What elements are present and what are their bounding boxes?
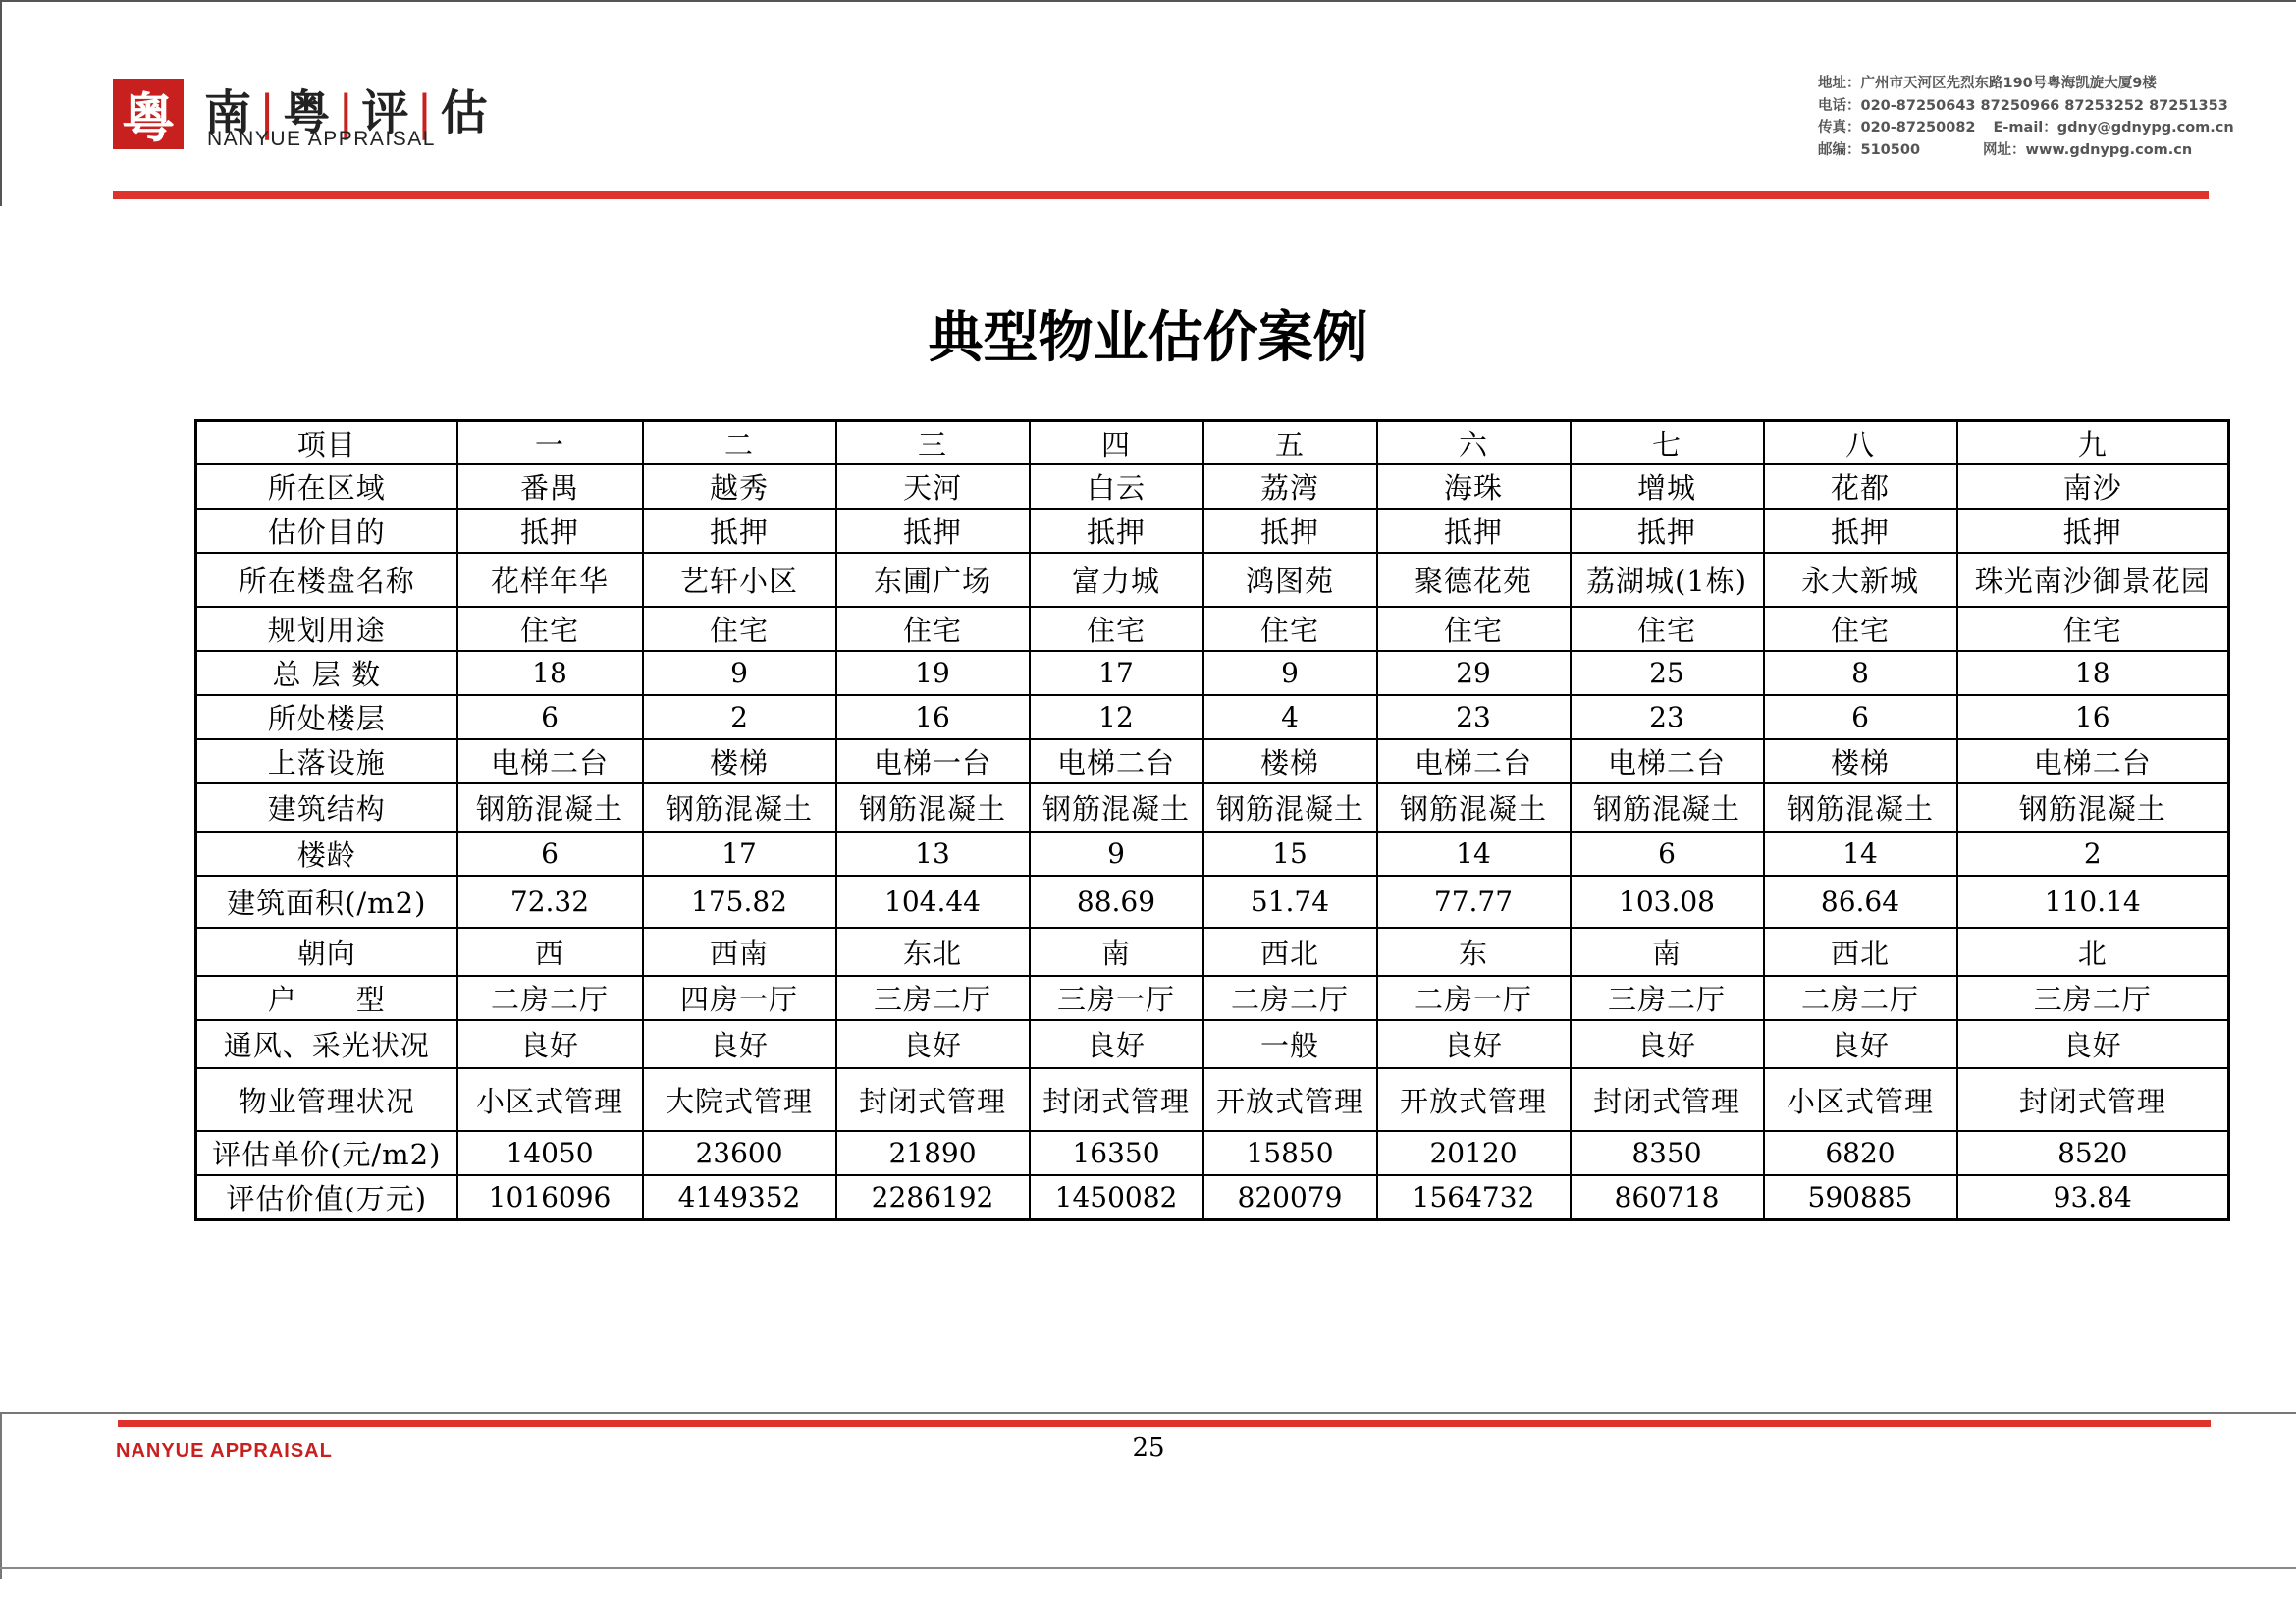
table-cell: 抵押 <box>643 509 836 553</box>
table-cell: 珠光南沙御景花园 <box>1957 553 2229 606</box>
phone-label: 电话： <box>1818 97 1861 114</box>
table-cell: 抵押 <box>1957 509 2229 553</box>
table-cell: 抵押 <box>1764 509 1957 553</box>
table-cell: 二 <box>643 421 836 465</box>
table-cell: 楼梯 <box>1203 739 1377 783</box>
table-row <box>196 607 2229 651</box>
table-row <box>196 1131 2229 1175</box>
table-cell: 6 <box>457 832 643 876</box>
row-label: 总 层 数 <box>196 651 457 695</box>
row-label: 物业管理状况 <box>196 1068 457 1131</box>
row-label: 上落设施 <box>196 739 457 783</box>
row-label: 评估价值(万元) <box>196 1175 457 1219</box>
table-cell: 五 <box>1203 421 1377 465</box>
table-cell: 590885 <box>1764 1175 1957 1219</box>
table-cell: 二房二厅 <box>457 976 643 1020</box>
table-cell: 15 <box>1203 832 1377 876</box>
table-cell: 抵押 <box>1571 509 1764 553</box>
table-cell: 72.32 <box>457 876 643 928</box>
table-cell: 三 <box>836 421 1030 465</box>
footer-divider <box>118 1420 2211 1427</box>
table-cell: 钢筋混凝土 <box>1203 783 1377 832</box>
table-cell: 住宅 <box>1030 607 1203 651</box>
table-cell: 钢筋混凝土 <box>643 783 836 832</box>
table-row <box>196 832 2229 876</box>
table-cell: 西南 <box>643 928 836 976</box>
table-cell: 良好 <box>643 1020 836 1068</box>
table-cell: 20120 <box>1377 1131 1571 1175</box>
table-cell: 花都 <box>1764 464 1957 509</box>
table-cell: 860718 <box>1571 1175 1764 1219</box>
address-label: 地址： <box>1818 76 1861 91</box>
page-number: 25 <box>1132 1433 1165 1463</box>
table-cell: 钢筋混凝土 <box>836 783 1030 832</box>
table-cell: 楼梯 <box>643 739 836 783</box>
table-cell: 良好 <box>457 1020 643 1068</box>
table-cell: 北 <box>1957 928 2229 976</box>
table-cell: 花样年华 <box>457 553 643 606</box>
table-cell: 三房二厅 <box>836 976 1030 1020</box>
table-cell: 16350 <box>1030 1131 1203 1175</box>
contact-info <box>1818 73 2250 161</box>
table-cell: 东圃广场 <box>836 553 1030 606</box>
email-label: E-mail： <box>1993 120 2057 135</box>
logo-separator: | <box>416 85 435 140</box>
table-row <box>196 783 2229 832</box>
table-cell: 1016096 <box>457 1175 643 1219</box>
table-cell: 抵押 <box>457 509 643 553</box>
table-cell: 白云 <box>1030 464 1203 509</box>
table-row <box>196 1020 2229 1068</box>
table-cell: 6 <box>1571 832 1764 876</box>
table-cell: 良好 <box>1764 1020 1957 1068</box>
table-cell: 南沙 <box>1957 464 2229 509</box>
table-cell: 104.44 <box>836 876 1030 928</box>
table-row <box>196 976 2229 1020</box>
table-cell: 抵押 <box>836 509 1030 553</box>
header-divider <box>113 191 2209 199</box>
table-cell: 三房一厅 <box>1030 976 1203 1020</box>
row-label: 建筑结构 <box>196 783 457 832</box>
table-cell: 钢筋混凝土 <box>1957 783 2229 832</box>
table-cell: 23600 <box>643 1131 836 1175</box>
table-cell: 29 <box>1377 651 1571 695</box>
table-cell: 住宅 <box>1571 607 1764 651</box>
logo-separator: | <box>259 85 278 140</box>
table-row <box>196 928 2229 976</box>
row-label: 户 型 <box>196 976 457 1020</box>
table-cell: 电梯二台 <box>1030 739 1203 783</box>
contact-phone <box>1818 95 2250 118</box>
table-cell: 6 <box>457 695 643 739</box>
table-cell: 住宅 <box>1764 607 1957 651</box>
table-row <box>196 695 2229 739</box>
table-cell: 钢筋混凝土 <box>1764 783 1957 832</box>
table-cell: 12 <box>1030 695 1203 739</box>
table-cell: 2 <box>1957 832 2229 876</box>
table-cell: 18 <box>1957 651 2229 695</box>
row-label: 建筑面积(/m2) <box>196 876 457 928</box>
table-cell: 三房二厅 <box>1957 976 2229 1020</box>
page-title: 典型物业估价案例 <box>928 306 1368 370</box>
table-cell: 良好 <box>1377 1020 1571 1068</box>
table-cell: 14 <box>1764 832 1957 876</box>
table-cell: 增城 <box>1571 464 1764 509</box>
table-cell: 175.82 <box>643 876 836 928</box>
table-cell: 电梯一台 <box>836 739 1030 783</box>
table-cell: 钢筋混凝土 <box>1030 783 1203 832</box>
table-row <box>196 464 2229 509</box>
table-cell: 四 <box>1030 421 1203 465</box>
web-link[interactable]: www.gdnypg.com.cn <box>2025 141 2193 158</box>
logo-separator: | <box>338 85 356 140</box>
table-cell: 820079 <box>1203 1175 1377 1219</box>
table-cell: 荔湾 <box>1203 464 1377 509</box>
table-cell: 抵押 <box>1203 509 1377 553</box>
table-cell: 六 <box>1377 421 1571 465</box>
table-row <box>196 1068 2229 1131</box>
table-cell: 88.69 <box>1030 876 1203 928</box>
table-cell: 封闭式管理 <box>1030 1068 1203 1131</box>
table-cell: 电梯二台 <box>1377 739 1571 783</box>
table-cell: 鸿图苑 <box>1203 553 1377 606</box>
table-cell: 住宅 <box>457 607 643 651</box>
table-cell: 1450082 <box>1030 1175 1203 1219</box>
table-cell: 越秀 <box>643 464 836 509</box>
table-cell: 9 <box>1030 832 1203 876</box>
table-cell: 西北 <box>1203 928 1377 976</box>
row-label: 评估单价(元/m2) <box>196 1131 457 1175</box>
table-cell: 16 <box>1957 695 2229 739</box>
table-row <box>196 553 2229 606</box>
table-cell: 良好 <box>836 1020 1030 1068</box>
table-cell: 七 <box>1571 421 1764 465</box>
table-cell: 25 <box>1571 651 1764 695</box>
table-cell: 6 <box>1764 695 1957 739</box>
table-cell: 17 <box>643 832 836 876</box>
table-cell: 住宅 <box>1203 607 1377 651</box>
table-cell: 14 <box>1377 832 1571 876</box>
logo-char-1: 南 <box>204 85 254 140</box>
table-cell: 1564732 <box>1377 1175 1571 1219</box>
table-row <box>196 739 2229 783</box>
table-cell: 2286192 <box>836 1175 1030 1219</box>
table-cell: 一般 <box>1203 1020 1377 1068</box>
table-cell: 23 <box>1377 695 1571 739</box>
table-cell: 封闭式管理 <box>836 1068 1030 1131</box>
email-link[interactable]: gdny@gdnypg.com.cn <box>2056 120 2234 135</box>
table-cell: 良好 <box>1571 1020 1764 1068</box>
table-cell: 封闭式管理 <box>1957 1068 2229 1131</box>
footer-border <box>0 1412 2296 1414</box>
table-cell: 四房一厅 <box>643 976 836 1020</box>
table-cell: 51.74 <box>1203 876 1377 928</box>
table-cell: 西北 <box>1764 928 1957 976</box>
zip-value: 510500 <box>1860 141 1921 158</box>
zip-label: 邮编： <box>1818 141 1861 158</box>
table-cell: 93.84 <box>1957 1175 2229 1219</box>
table-cell: 9 <box>643 651 836 695</box>
table-cell: 19 <box>836 651 1030 695</box>
table-cell: 三房二厅 <box>1571 976 1764 1020</box>
table-cell: 艺轩小区 <box>643 553 836 606</box>
row-label: 所在楼盘名称 <box>196 553 457 606</box>
row-label: 楼龄 <box>196 832 457 876</box>
table-row <box>196 876 2229 928</box>
table-cell: 77.77 <box>1377 876 1571 928</box>
table-cell: 小区式管理 <box>457 1068 643 1131</box>
table-cell: 二房一厅 <box>1377 976 1571 1020</box>
row-label: 朝向 <box>196 928 457 976</box>
table-row <box>196 1175 2229 1219</box>
table-cell: 住宅 <box>1377 607 1571 651</box>
table-cell: 良好 <box>1957 1020 2229 1068</box>
table-cell: 聚德花苑 <box>1377 553 1571 606</box>
table-cell: 八 <box>1764 421 1957 465</box>
table-cell: 南 <box>1571 928 1764 976</box>
table-cell: 8350 <box>1571 1131 1764 1175</box>
table-cell: 13 <box>836 832 1030 876</box>
table-cell: 电梯二台 <box>1957 739 2229 783</box>
table-cell: 23 <box>1571 695 1764 739</box>
table-cell: 86.64 <box>1764 876 1957 928</box>
page-border-bottom <box>0 1567 2296 1569</box>
contact-zip-web <box>1818 139 2250 162</box>
table-cell: 九 <box>1957 421 2229 465</box>
row-label: 规划用途 <box>196 607 457 651</box>
address-value: 广州市天河区先烈东路190号粤海凯旋大厦9楼 <box>1860 76 2157 91</box>
row-label: 估价目的 <box>196 509 457 553</box>
logo-english-name: NANYUE APPRAISAL <box>207 128 436 150</box>
table-cell: 14050 <box>457 1131 643 1175</box>
table-row <box>196 509 2229 553</box>
table-cell: 小区式管理 <box>1764 1068 1957 1131</box>
table-cell: 开放式管理 <box>1377 1068 1571 1131</box>
table-cell: 钢筋混凝土 <box>1571 783 1764 832</box>
phone-value: 020-87250643 87250966 87253252 87251353 <box>1860 97 2228 114</box>
logo-char-3: 评 <box>361 85 411 140</box>
table-cell: 9 <box>1203 651 1377 695</box>
table-cell: 4149352 <box>643 1175 836 1219</box>
valuation-cases-table <box>194 419 2230 1221</box>
table-cell: 住宅 <box>1957 607 2229 651</box>
table-row <box>196 651 2229 695</box>
table-body <box>196 421 2229 1220</box>
page-border-top <box>0 0 2296 2</box>
table-cell: 2 <box>643 695 836 739</box>
fax-label: 传真： <box>1818 120 1861 135</box>
table-cell: 开放式管理 <box>1203 1068 1377 1131</box>
table-cell: 15850 <box>1203 1131 1377 1175</box>
row-label: 所处楼层 <box>196 695 457 739</box>
table-cell: 21890 <box>836 1131 1030 1175</box>
footer-brand: NANYUE APPRAISAL <box>116 1440 333 1462</box>
table-row <box>196 421 2229 465</box>
row-label: 通风、采光状况 <box>196 1020 457 1068</box>
table-cell: 东 <box>1377 928 1571 976</box>
table-cell: 南 <box>1030 928 1203 976</box>
table-cell: 住宅 <box>643 607 836 651</box>
table-cell: 番禺 <box>457 464 643 509</box>
table-cell: 103.08 <box>1571 876 1764 928</box>
table-cell: 4 <box>1203 695 1377 739</box>
row-label: 项目 <box>196 421 457 465</box>
table-cell: 良好 <box>1030 1020 1203 1068</box>
table-cell: 富力城 <box>1030 553 1203 606</box>
table-cell: 18 <box>457 651 643 695</box>
table-cell: 二房二厅 <box>1203 976 1377 1020</box>
table-cell: 电梯二台 <box>457 739 643 783</box>
table-cell: 抵押 <box>1030 509 1203 553</box>
contact-address <box>1818 73 2250 95</box>
table-cell: 永大新城 <box>1764 553 1957 606</box>
table-cell: 钢筋混凝土 <box>1377 783 1571 832</box>
table-cell: 二房二厅 <box>1764 976 1957 1020</box>
contact-fax-email <box>1818 117 2250 139</box>
logo-char-4: 估 <box>440 85 490 140</box>
table-cell: 钢筋混凝土 <box>457 783 643 832</box>
table-cell: 一 <box>457 421 643 465</box>
page-border-left <box>0 0 2 206</box>
table-cell: 110.14 <box>1957 876 2229 928</box>
table-cell: 住宅 <box>836 607 1030 651</box>
row-label: 所在区域 <box>196 464 457 509</box>
table-cell: 封闭式管理 <box>1571 1068 1764 1131</box>
table-cell: 海珠 <box>1377 464 1571 509</box>
logo-char-2: 粤 <box>283 85 333 140</box>
table-cell: 荔湖城(1栋) <box>1571 553 1764 606</box>
table-cell: 东北 <box>836 928 1030 976</box>
table-cell: 8 <box>1764 651 1957 695</box>
table-cell: 西 <box>457 928 643 976</box>
web-label: 网址： <box>1983 141 2026 158</box>
table-cell: 抵押 <box>1377 509 1571 553</box>
table-cell: 电梯二台 <box>1571 739 1764 783</box>
table-cell: 17 <box>1030 651 1203 695</box>
table-cell: 大院式管理 <box>643 1068 836 1131</box>
table-cell: 16 <box>836 695 1030 739</box>
fax-value: 020-87250082 <box>1860 120 1976 135</box>
table-cell: 天河 <box>836 464 1030 509</box>
table-cell: 楼梯 <box>1764 739 1957 783</box>
table-cell: 6820 <box>1764 1131 1957 1175</box>
logo-mark: 粵 <box>113 79 184 149</box>
table-cell: 8520 <box>1957 1131 2229 1175</box>
footer-border-left <box>0 1412 2 1579</box>
